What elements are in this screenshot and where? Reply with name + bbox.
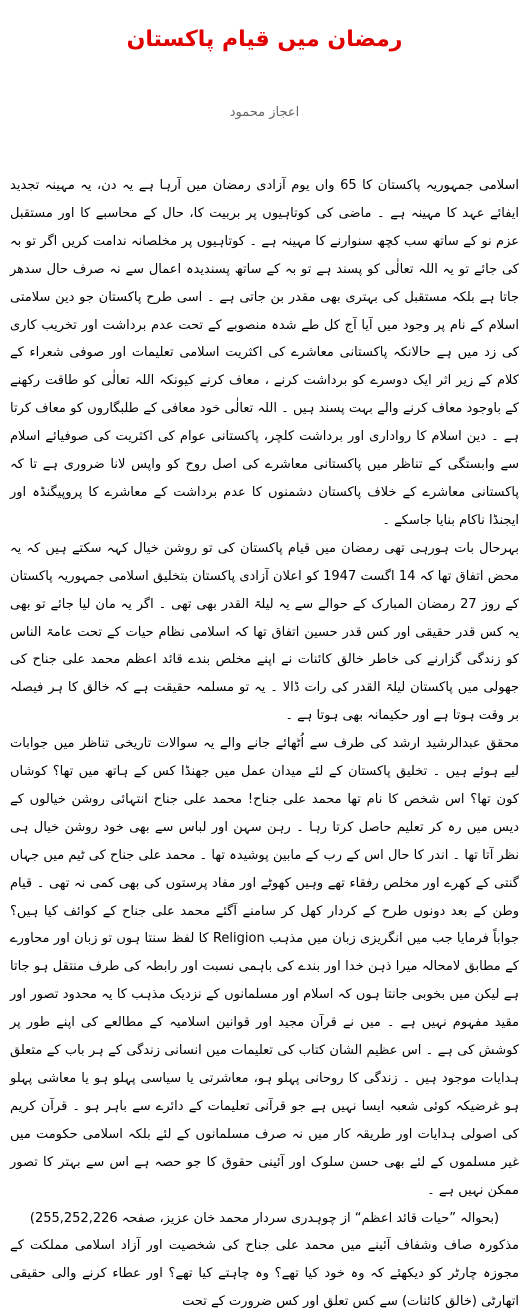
paragraph-2: بہرحال بات ہورہی تھی رمضان میں قیام پاکستان کی تو روشن خیال کہہ سکتے ہیں کہ یہ محض اتفاق تھا کہ 14 اگست 1947 کو اعلان آزادی پاکستان بتخلیق اسلامی جمہوریہ پاکستان کے روز 27 رمضان المبارک کے حوالے سے یہ لیلۃ القدر بھی تھی ۔ اگر یہ مان لیا جائے تو بھی یہ کس قدر حقیقی اور کس قدر حسین اتفاق تھا کہ اسلامی نظام حیات کے تحت عامۃ الناس کو زندگی گزارنے کی خاطر خالق کائنات نے اپنے مخلص بندے قائد اعظم محمد علی جناح کی جھولی میں پاکستان لیلۃ القدر کی رات ڈالا ۔ یہ تو مسلمہ حقیقت ہے کہ خالق کا ہر فیصلہ بر وقت ہوتا ہے اور حکیمانہ بھی ہوتا ہے ۔ [10, 540, 520, 724]
article-title: رمضان میں قیام پاکستان [126, 27, 403, 52]
article-body [10, 172, 519, 1316]
citation: (بحوالہ ”حیات قائد اعظم“ از چوہدری سردار محمد خان عزیز، صفحہ 255,252,226) [29, 1210, 500, 1226]
paragraph-3: محقق عبدالرشید ارشد کی طرف سے اُٹھائے جانے والے یہ سوالات تاریخی تناظر میں جوابات لیے ہوئے ہیں ۔ تخلیق پاکستان کے لئے میدان عمل میں جھنڈا کس کے ہاتھ میں تھا؟ کوشاں کون تھا؟ اس شخص کا نام تھا محمد علی جناح! محمد علی جناح انتہائی روشن خیالوں کے دیس میں رہ کر تعلیم حاصل کرتا رہا ۔ رہن سہن اور لباس سے بھی خود روشن خیال ہی نظر آتا تھا ۔ اندر کا حال اس کے رب کے مابین پوشیدہ تھا ۔ محمد علی جناح کی ٹیم میں جہاں گنتی کے کھرے اور مخلص رفقاء تھے وہیں کھوٹے اور مفاد پرستوں کی بھی کمی نہ تھی ۔ قیام وطن کے بعد دونوں طرح کے کردار کھل کر سامنے آگئے محمد علی جناح کے کوائف کیا ہیں؟ جواباً فرمایا جب میں انگریزی زبان میں مذہب Religion کا لفظ سنتا ہوں تو زبان اور محاورے کے مطابق لامحالہ میرا ذہن خدا اور بندے کی باہمی نسبت اور رابطہ کی طرف منتقل ہو جاتا ہے لیکن میں بخوبی جانتا ہوں کہ اسلام اور مسلمانوں کے نزدیک مذہب کا یہ محدود تصور اور مقید مفہوم نہیں ہے ۔ میں نے قرآن مجید اور قوانین اسلامیہ کے مطالعے کی اپنے طور پر کوشش کی ہے ۔ اس عظیم الشان کتاب کی تعلیمات میں انسانی زندگی کے ہر باب کے متعلق ہدایات موجود ہیں ۔ زندگی کا روحانی پہلو ہو، معاشرتی یا سیاسی پہلو ہو یا معاشی پہلو ہو غرضیکہ کوئی شعبہ ایسا نہیں ہے جو قرآنی تعلیمات کے دائرے سے باہر ہو ۔ قرآن کریم کی اصولی ہدایات اور طریقہ کار میں نہ صرف مسلمانوں کے لئے بلکہ اسلامی حکومت میں غیر مسلموں کے لئے بھی حسن سلوک اور آئینی حقوق کا جو حصہ ہے اس سے بہتر کا تصور ممکن نہیں ہے ۔ [10, 736, 519, 1198]
closing-paragraph: مذکورہ صاف وشفاف آئینے میں محمد علی جناح کی شخصیت اور آزاد اسلامی مملکت کے مجوزہ چارٹر کو دیکھئے کہ وہ خود کیا تھے؟ وہ چاہتے کیا تھے؟ اور عطاء کرنے والی حقیقی اتھارٹی (خالق کائنات) سے کس تعلق اور کس ضرورت کے تحت [10, 1238, 519, 1310]
author-byline: اعجاز محمود [229, 105, 300, 120]
paragraph-1: اسلامی جمہوریہ پاکستان کا 65 واں یوم آزادی رمضان میں آرہا ہے یہ دن، یہ مہینہ تجدید ایفائے عہد کا مہینہ ہے ۔ ماضی کی کوتاہیوں پر بربیت کا، حال کے محاسبے کا اور مستقبل عزم نو کے ساتھ سب کچھ سنوارنے کا مہینہ ہے ۔ کوتاہیوں پر مخلصانہ ندامت کریں اگر تو بہ کی جائے تو یہ اللہ تعالٰی کو پسند ہے تو بہ کے ساتھ پسندیدہ اعمال سے نہ صرف حال سدھر جاتا ہے بلکہ مستقبل کی بہتری بھی مقدر بن جاتی ہے ۔ اسی طرح پاکستان جو دین سلامتی اسلام کے نام پر وجود میں آیا آج کل طے شدہ منصوبے کے تحت عدم برداشت اور تخریب کاری کی زد میں ہے حالانکہ پاکستانی معاشرے کی اکثریت اسلامی تعلیمات اور صوفی شعراء کے کلام کے زیر اثر ایک دوسرے کو برداشت کرنے ، معاف کرنے کیونکہ اللہ تعالٰی کو طاقت رکھنے کے باوجود معاف کرنے والے بہت پسند ہیں ۔ اللہ تعالٰی خود معافی کے طلبگاروں کو معاف کرتا ہے ۔ دین اسلام کا رواداری اور برداشت کلچر، پاکستانی عوام کی اکثریت کی صوفیائے اسلام سے وابستگی کے تناظر میں پاکستانی معاشرے کی اصل روح کو واپس لانا ضروری ہے تا کہ پاکستانی معاشرے کے خلاف پاکستان دشمنوں کا عدم برداشت کے معاشرے کا پروپیگنڈہ اور ایجنڈا ناکام بنایا جاسکے ۔ [10, 178, 519, 528]
